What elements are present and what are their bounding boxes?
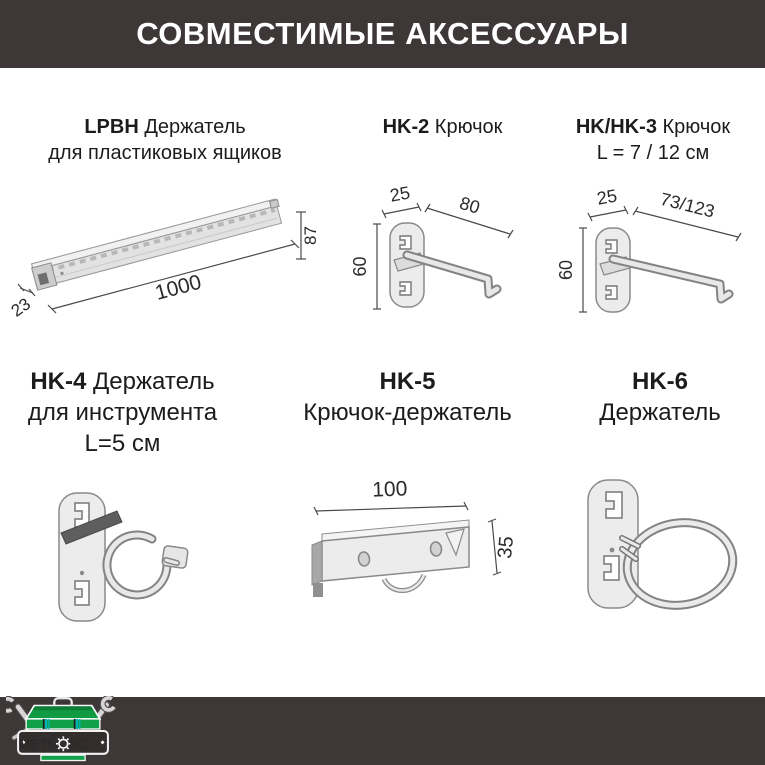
product-title-lpbh [10, 114, 320, 166]
logo-text-left: МЕТБ [18, 736, 58, 752]
dim-label-width: 25 [388, 182, 412, 206]
product-name: Крючок [662, 116, 731, 138]
product-code: HK/HK-3 [575, 116, 657, 138]
product-name: Крючок-держатель [303, 399, 512, 427]
hk5-drawing [286, 463, 541, 643]
product-code: HK-2 [382, 116, 430, 138]
product-title-hk2 [345, 114, 540, 140]
dim-label-width: 25 [595, 185, 619, 209]
dim-label-height: 60 [556, 259, 576, 281]
product-name-line2: для пластиковых ящиков [48, 142, 282, 164]
dim-label-height: 87 [301, 226, 320, 245]
product-code: LPBH [84, 116, 139, 138]
dim-label-length: 100 [371, 477, 408, 502]
hk2-drawing [350, 180, 530, 332]
dim-label-length: 80 [457, 192, 483, 218]
product-title-hk3 [546, 114, 760, 166]
logo-text-right: КС [69, 736, 88, 752]
metbox-logo [6, 696, 120, 762]
dim-label-height: 35 [493, 535, 519, 560]
product-name: Держатель [93, 368, 215, 395]
logo-plaque [18, 731, 108, 754]
product-title-hk6 [555, 366, 765, 428]
product-subtitle: L=5 см [84, 430, 161, 458]
product-name: Крючок [434, 116, 503, 138]
product-title-hk5 [275, 366, 540, 428]
toolbox-icon [26, 698, 100, 729]
product-name: Держатель [144, 116, 246, 138]
hk3-drawing [552, 180, 762, 335]
product-code: HK-6 [631, 368, 688, 395]
logo-base-bar [41, 755, 85, 760]
page-title: СОВМЕСТИМЫЕ АКСЕССУАРЫ [136, 16, 629, 51]
hk4-drawing [25, 463, 220, 653]
product-name: Держатель [599, 399, 721, 427]
product-code: HK-5 [379, 368, 436, 395]
product-code: HK-4 [30, 368, 87, 395]
dim-label-length: 73/123 [658, 188, 717, 222]
header-bar [0, 0, 765, 68]
product-title-hk4 [5, 366, 240, 460]
lpbh-drawing [8, 182, 320, 332]
hk6-drawing [560, 452, 765, 652]
product-subtitle: L = 7 / 12 см [596, 142, 710, 164]
dim-label-depth: 23 [8, 294, 35, 321]
dim-label-length: 1000 [152, 270, 204, 305]
product-name-line2: для инструмента [27, 399, 218, 427]
dim-label-height: 60 [350, 256, 370, 277]
